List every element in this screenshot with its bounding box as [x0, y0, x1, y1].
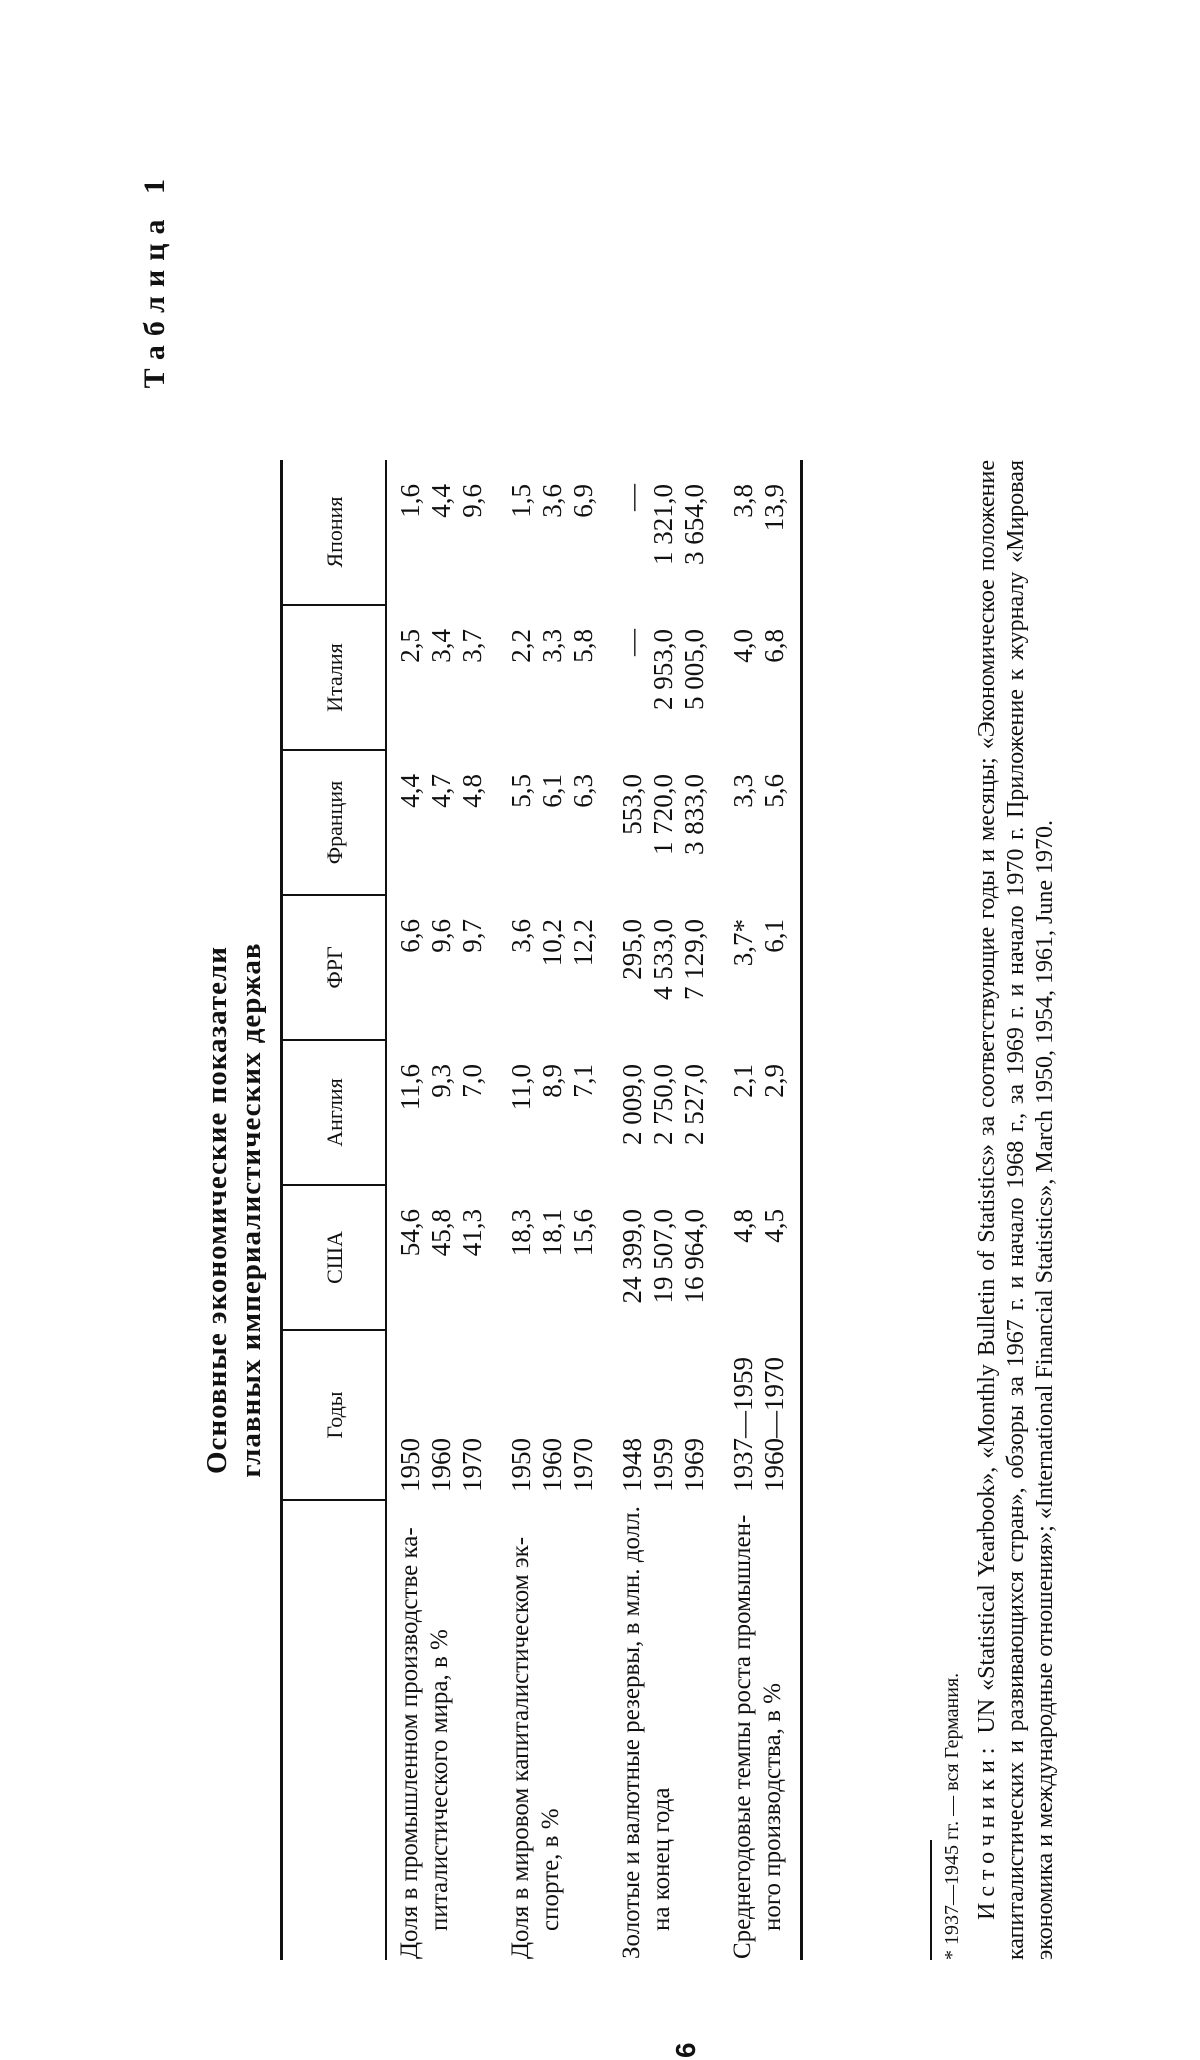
- usa-value: 15,6: [568, 1209, 598, 1257]
- japan-cell: [720, 460, 802, 605]
- france-value: 6,1: [537, 774, 567, 808]
- frg-value: 3,7*: [728, 919, 758, 967]
- italy-value: 3,4: [426, 629, 456, 663]
- italy-value: 3,7: [457, 629, 487, 663]
- france-value: 4,4: [395, 774, 425, 808]
- japan-value: 3,6: [537, 484, 567, 518]
- england-value: 2,9: [759, 1064, 789, 1098]
- header-england: Англия: [282, 1040, 387, 1185]
- japan-value: 1,6: [395, 484, 425, 518]
- year-value: 1959: [648, 1438, 678, 1492]
- table-row: [720, 460, 802, 1960]
- years-cell: [498, 1330, 609, 1500]
- italy-cell: [609, 605, 720, 750]
- year-value: 1960: [426, 1438, 456, 1492]
- england-cell: [498, 1040, 609, 1185]
- england-value: 11,6: [395, 1064, 425, 1111]
- table-body: [386, 460, 802, 1960]
- frg-value: 9,6: [426, 919, 456, 953]
- header-japan: Япония: [282, 460, 387, 605]
- frg-value: 12,2: [568, 919, 598, 967]
- japan-value: 6,9: [568, 484, 598, 518]
- england-cell: [386, 1040, 498, 1185]
- usa-value: 4,5: [759, 1209, 789, 1243]
- sources-label: Источники:: [974, 1741, 1000, 1920]
- italy-value: 5 005,0: [679, 629, 709, 710]
- italy-value: 6,8: [759, 629, 789, 663]
- france-cell: [386, 750, 498, 895]
- frg-value: 3,6: [506, 919, 536, 953]
- italy-value: 2,5: [395, 629, 425, 663]
- indicator-cell: [720, 1500, 802, 1960]
- usa-value: 45,8: [426, 1209, 456, 1257]
- indicator-cell: [386, 1500, 498, 1960]
- table-row: [609, 460, 720, 1960]
- france-value: 1 720,0: [648, 774, 678, 855]
- header-france: Франция: [282, 750, 387, 895]
- header-years: Годы: [282, 1330, 387, 1500]
- japan-cell: [386, 460, 498, 605]
- frg-cell: [609, 895, 720, 1040]
- sources-paragraph: [973, 460, 1060, 1960]
- italy-value: 2 953,0: [648, 629, 678, 710]
- england-cell: [720, 1040, 802, 1185]
- england-value: 2 009,0: [617, 1064, 647, 1145]
- japan-value: 3,8: [728, 484, 758, 518]
- frg-value: 10,2: [537, 919, 567, 967]
- japan-value: 4,4: [426, 484, 456, 518]
- japan-cell: [609, 460, 720, 605]
- table-row: [498, 460, 609, 1960]
- italy-value: 2,2: [506, 629, 536, 663]
- page-number: 6: [670, 2042, 701, 2058]
- usa-value: 4,8: [728, 1209, 758, 1243]
- year-value: 1950: [395, 1438, 425, 1492]
- economic-indicators-table: [280, 460, 803, 1960]
- england-value: 2 527,0: [679, 1064, 709, 1145]
- year-value: 1937—1959: [728, 1357, 758, 1492]
- rotated-page: [130, 140, 1155, 2058]
- usa-cell: [720, 1185, 802, 1330]
- year-value: 1960—1970: [759, 1357, 789, 1492]
- year-value: 1970: [457, 1438, 487, 1492]
- indicator-line: питалистического мира, в %: [426, 1629, 453, 1931]
- italy-value: —: [617, 629, 647, 656]
- year-value: 1948: [617, 1438, 647, 1492]
- france-value: 5,5: [506, 774, 536, 808]
- frg-value: 295,0: [617, 919, 647, 980]
- france-value: 3 833,0: [679, 774, 709, 855]
- england-value: 8,9: [537, 1064, 567, 1098]
- table-title: [200, 460, 268, 1960]
- usa-value: 19 507,0: [648, 1209, 678, 1304]
- england-value: 2,1: [728, 1064, 758, 1098]
- england-value: 7,1: [568, 1064, 598, 1098]
- years-cell: [386, 1330, 498, 1500]
- year-value: 1969: [679, 1438, 709, 1492]
- france-cell: [720, 750, 802, 895]
- indicator-cell: [498, 1500, 609, 1960]
- year-value: 1950: [506, 1438, 536, 1492]
- year-value: 1970: [568, 1438, 598, 1492]
- footnote-divider: [930, 1840, 932, 1960]
- header-italy: Италия: [282, 605, 387, 750]
- frg-value: 7 129,0: [679, 919, 709, 1000]
- england-value: 7,0: [457, 1064, 487, 1098]
- england-value: 9,3: [426, 1064, 456, 1098]
- frg-cell: [498, 895, 609, 1040]
- france-value: 4,8: [457, 774, 487, 808]
- usa-value: 41,3: [457, 1209, 487, 1257]
- france-cell: [498, 750, 609, 895]
- usa-cell: [498, 1185, 609, 1330]
- years-cell: [609, 1330, 720, 1500]
- indicator-line: спорте, в %: [537, 1808, 564, 1931]
- usa-cell: [609, 1185, 720, 1330]
- notes-block: [930, 460, 1060, 1960]
- japan-cell: [498, 460, 609, 605]
- table-header-row: [282, 460, 387, 1960]
- frg-value: 6,6: [395, 919, 425, 953]
- usa-value: 18,1: [537, 1209, 567, 1257]
- frg-cell: [720, 895, 802, 1040]
- france-value: 3,3: [728, 774, 758, 808]
- years-cell: [720, 1330, 802, 1500]
- france-value: 5,6: [759, 774, 789, 808]
- japan-value: 9,6: [457, 484, 487, 518]
- usa-value: 16 964,0: [679, 1209, 709, 1304]
- usa-value: 24 399,0: [617, 1209, 647, 1304]
- table-row: [386, 460, 498, 1960]
- italy-cell: [386, 605, 498, 750]
- frg-value: 9,7: [457, 919, 487, 953]
- italy-value: 3,3: [537, 629, 567, 663]
- italy-cell: [498, 605, 609, 750]
- italy-cell: [720, 605, 802, 750]
- france-value: 4,7: [426, 774, 456, 808]
- indicator-line: Доля в мировом капиталистическом эк-: [507, 1536, 534, 1959]
- footnote: * 1937—1945 гг. — вся Германия.: [941, 1672, 963, 1960]
- header-indicator: [282, 1500, 387, 1960]
- japan-value: 3 654,0: [679, 484, 709, 565]
- year-value: 1960: [537, 1438, 567, 1492]
- indicator-line: Среднегодовые темпы роста промышлен-: [729, 1514, 756, 1959]
- indicator-line: Доля в промышленном производстве ка-: [396, 1527, 423, 1959]
- japan-value: 1,5: [506, 484, 536, 518]
- table-caption: Таблица 1: [138, 170, 171, 389]
- indicator-line: ного производства, в %: [759, 1683, 786, 1931]
- frg-value: 6,1: [759, 919, 789, 953]
- sources-text: UN «Statistical Yearbook», «Monthly Bulletin of Statistics» за соответствующие годы и месяцы; «Экономическое положение капиталистических и развивающихся стран», обзоры за 1967 г. и начало 1968 г., за 1969 г. и начало 1970 г. Приложение к журналу «Мировая экономика и международные отношения»; «International Financial Statistics», March 1950, 1954, 1961, June 1970.: [974, 460, 1058, 1960]
- usa-cell: [386, 1185, 498, 1330]
- italy-value: 4,0: [728, 629, 758, 663]
- england-value: 11,0: [506, 1064, 536, 1111]
- frg-value: 4 533,0: [648, 919, 678, 1000]
- indicator-line: на конец года: [648, 1787, 675, 1931]
- japan-value: —: [617, 484, 647, 511]
- france-cell: [609, 750, 720, 895]
- usa-value: 54,6: [395, 1209, 425, 1257]
- indicator-line: Золотые и валютные резервы, в млн. долл.: [618, 1506, 645, 1959]
- italy-value: 5,8: [568, 629, 598, 663]
- japan-value: 13,9: [759, 484, 789, 532]
- japan-value: 1 321,0: [648, 484, 678, 565]
- title-line-1: Основные экономические показатели: [201, 946, 233, 1474]
- header-usa: США: [282, 1185, 387, 1330]
- header-frg: ФРГ: [282, 895, 387, 1040]
- usa-value: 18,3: [506, 1209, 536, 1257]
- france-value: 553,0: [617, 774, 647, 835]
- title-line-2: главных империалистических держав: [235, 942, 267, 1478]
- england-value: 2 750,0: [648, 1064, 678, 1145]
- france-value: 6,3: [568, 774, 598, 808]
- england-cell: [609, 1040, 720, 1185]
- indicator-cell: [609, 1500, 720, 1960]
- frg-cell: [386, 895, 498, 1040]
